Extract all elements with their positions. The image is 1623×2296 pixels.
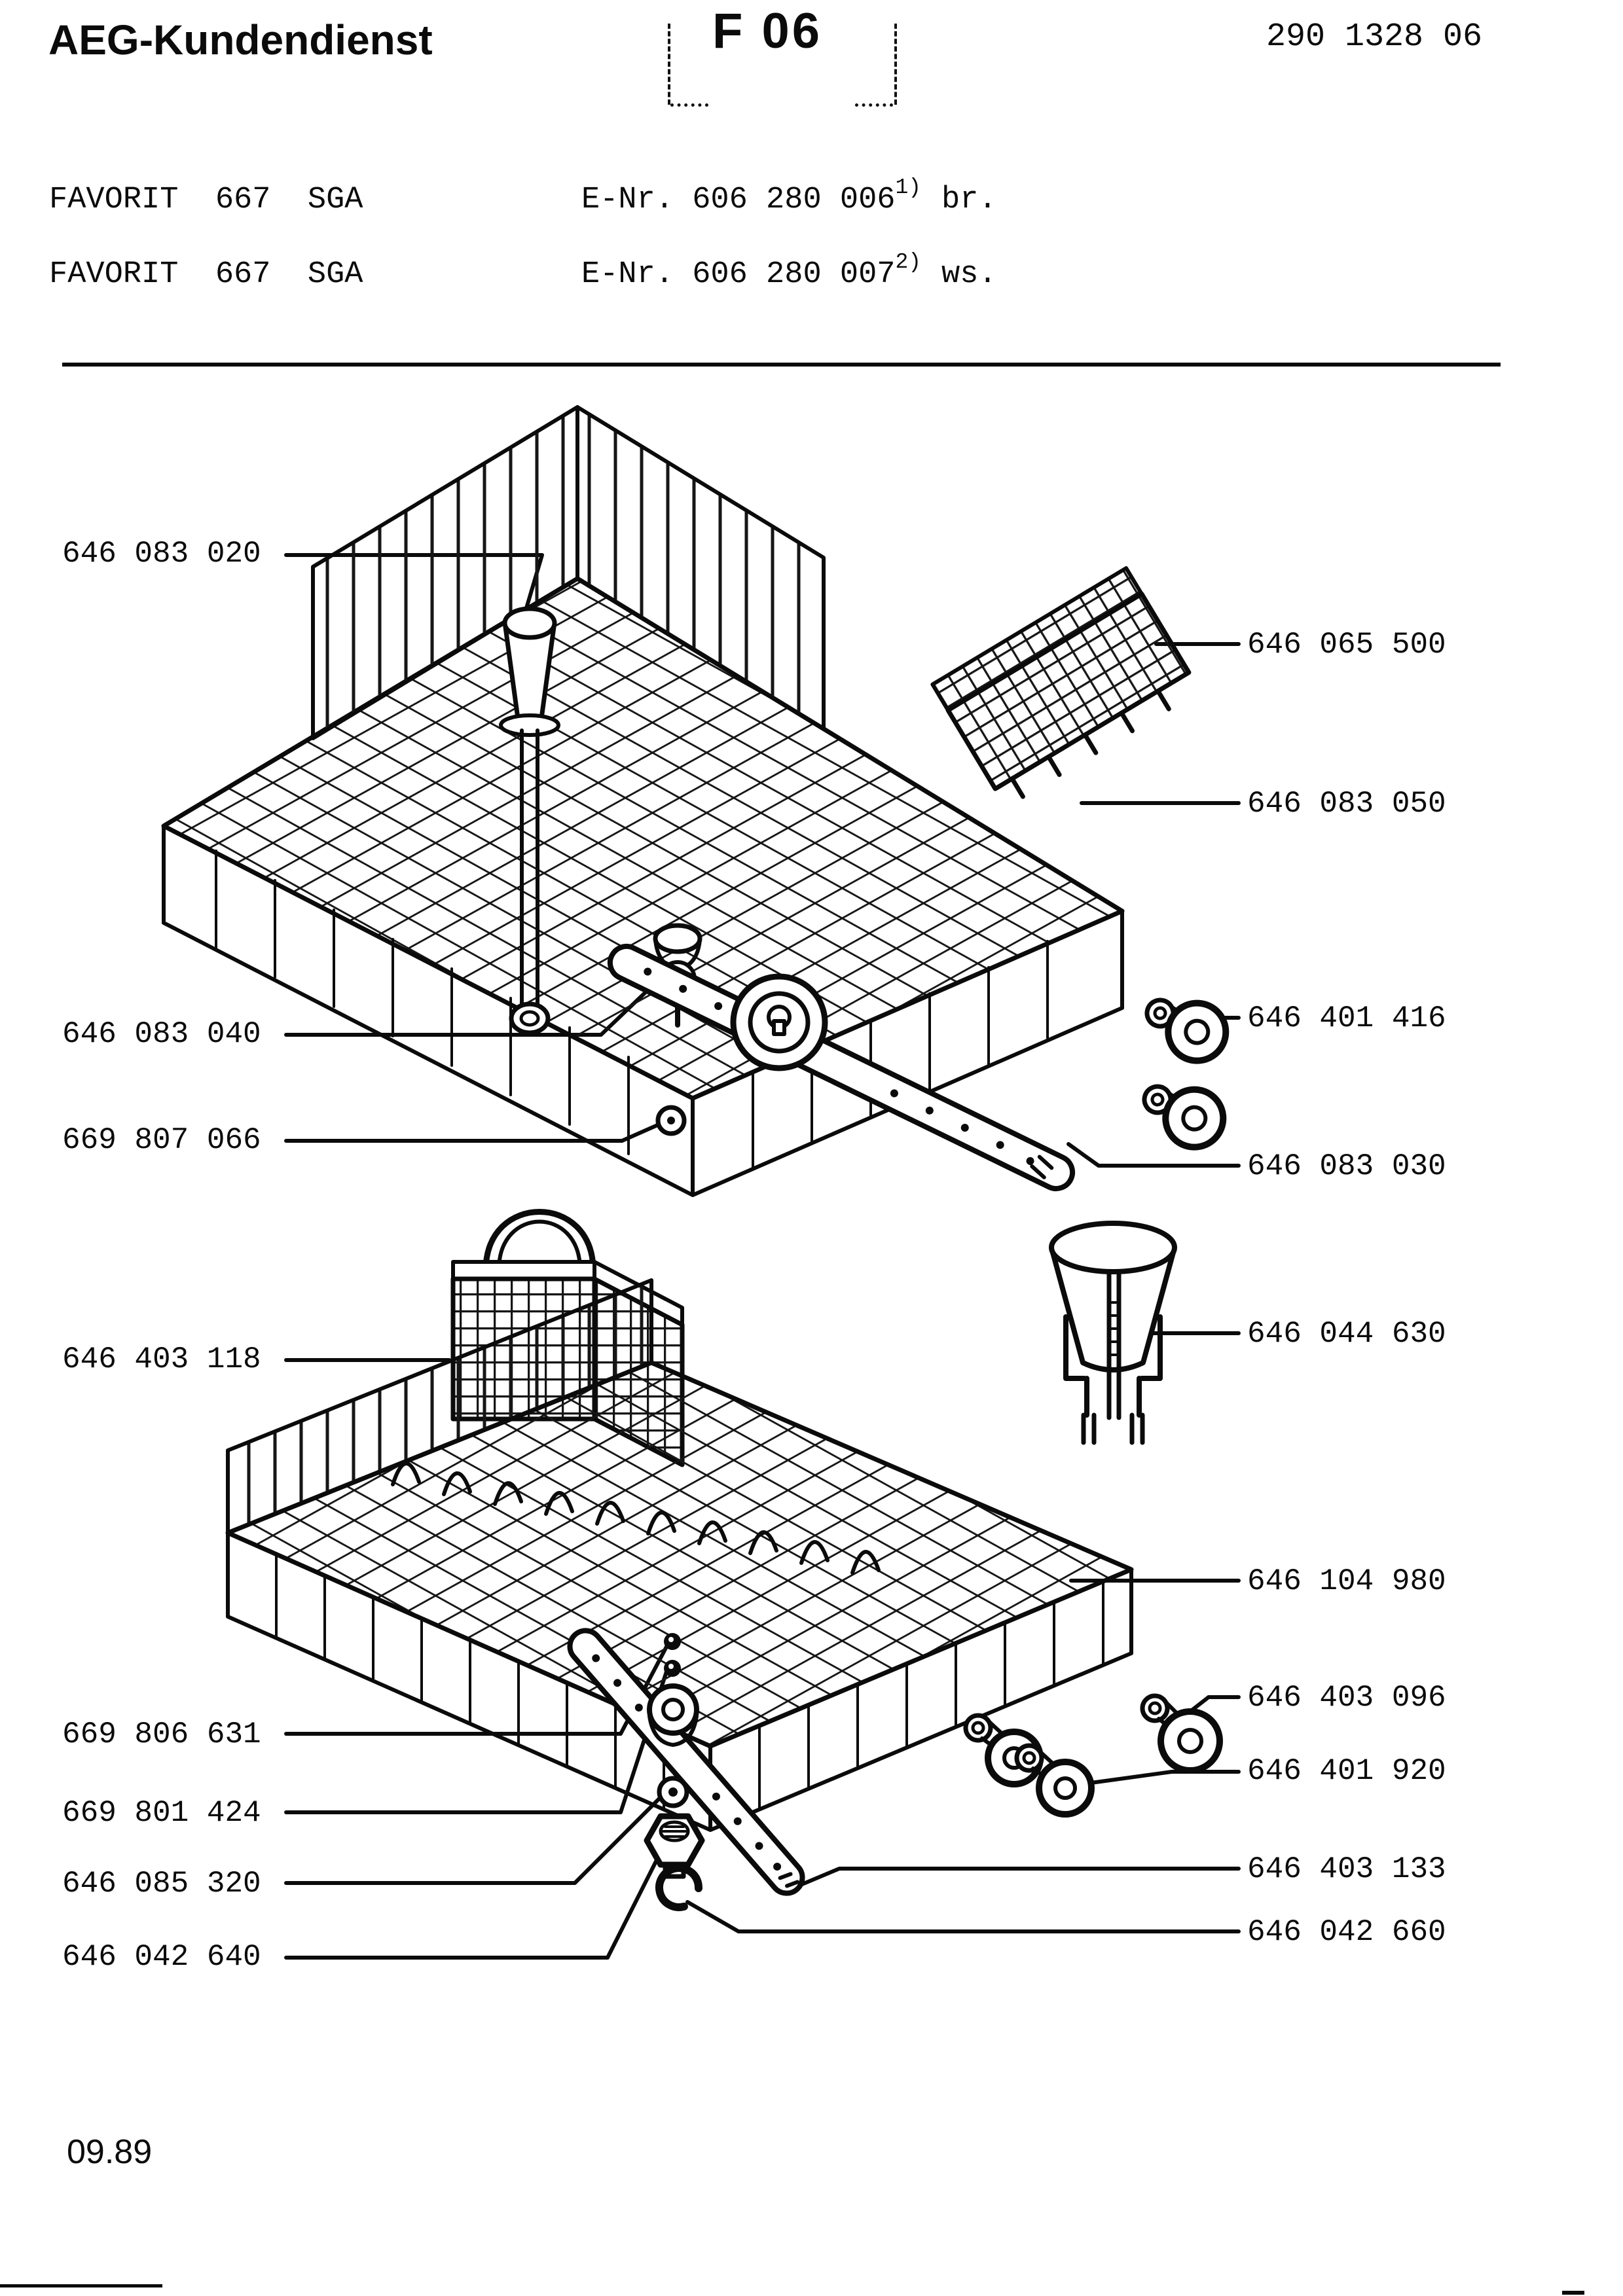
part-label: 669 801 424 <box>62 1796 261 1830</box>
mounting-ball-1 <box>664 1633 681 1650</box>
section-code: F 06 <box>712 3 823 59</box>
part-label: 646 403 118 <box>62 1342 261 1376</box>
lower-roller-3 <box>1142 1696 1220 1770</box>
part-label: 646 401 416 <box>1247 1001 1446 1035</box>
footnote-sup: 1) <box>895 175 922 200</box>
cup-shelf-drawing <box>932 568 1199 807</box>
part-label: 646 104 980 <box>1247 1564 1446 1598</box>
upper-roller-2 <box>1135 1076 1230 1154</box>
enr-value: E-Nr. 606 280 006 <box>581 183 896 217</box>
scan-edge-line <box>0 2284 162 2287</box>
part-label: 646 044 630 <box>1247 1317 1446 1351</box>
model-finish-2: ws. <box>941 257 997 292</box>
part-label: 646 401 920 <box>1247 1754 1446 1788</box>
part-label: 646 042 660 <box>1247 1915 1446 1949</box>
enr-value: E-Nr. 606 280 007 <box>581 257 896 292</box>
flat-washer <box>659 1778 687 1806</box>
part-label: 669 807 066 <box>62 1123 261 1157</box>
scan-edge-tick <box>1562 2291 1584 2295</box>
model-finish-1: br. <box>941 183 997 217</box>
edition-date: 09.89 <box>67 2133 153 2171</box>
mounting-ball-2 <box>664 1660 681 1677</box>
part-label: 669 806 631 <box>62 1717 261 1751</box>
part-label: 646 042 640 <box>62 1940 261 1974</box>
footnote-sup: 2) <box>895 250 922 274</box>
washer-part <box>658 1107 684 1134</box>
part-label: 646 083 040 <box>62 1017 261 1051</box>
part-label: 646 403 133 <box>1247 1852 1446 1886</box>
document-number: 290 1328 06 <box>1266 18 1483 56</box>
upper-rack-drawing <box>164 407 1122 1195</box>
brand-title: AEG-Kundendienst <box>48 16 433 63</box>
part-label: 646 403 096 <box>1247 1681 1446 1715</box>
model-name-1: FAVORIT 667 SGA <box>49 183 363 217</box>
part-label: 646 065 500 <box>1247 628 1446 662</box>
part-label: 646 083 020 <box>62 537 261 571</box>
upper-roller-1 <box>1137 990 1232 1067</box>
upper-arm-hub <box>733 977 825 1068</box>
part-label: 646 083 030 <box>1247 1149 1446 1183</box>
part-label: 646 083 050 <box>1247 787 1446 821</box>
part-label: 646 085 320 <box>62 1867 261 1901</box>
seal-ring <box>655 1863 702 1911</box>
model-name-2: FAVORIT 667 SGA <box>49 257 363 292</box>
